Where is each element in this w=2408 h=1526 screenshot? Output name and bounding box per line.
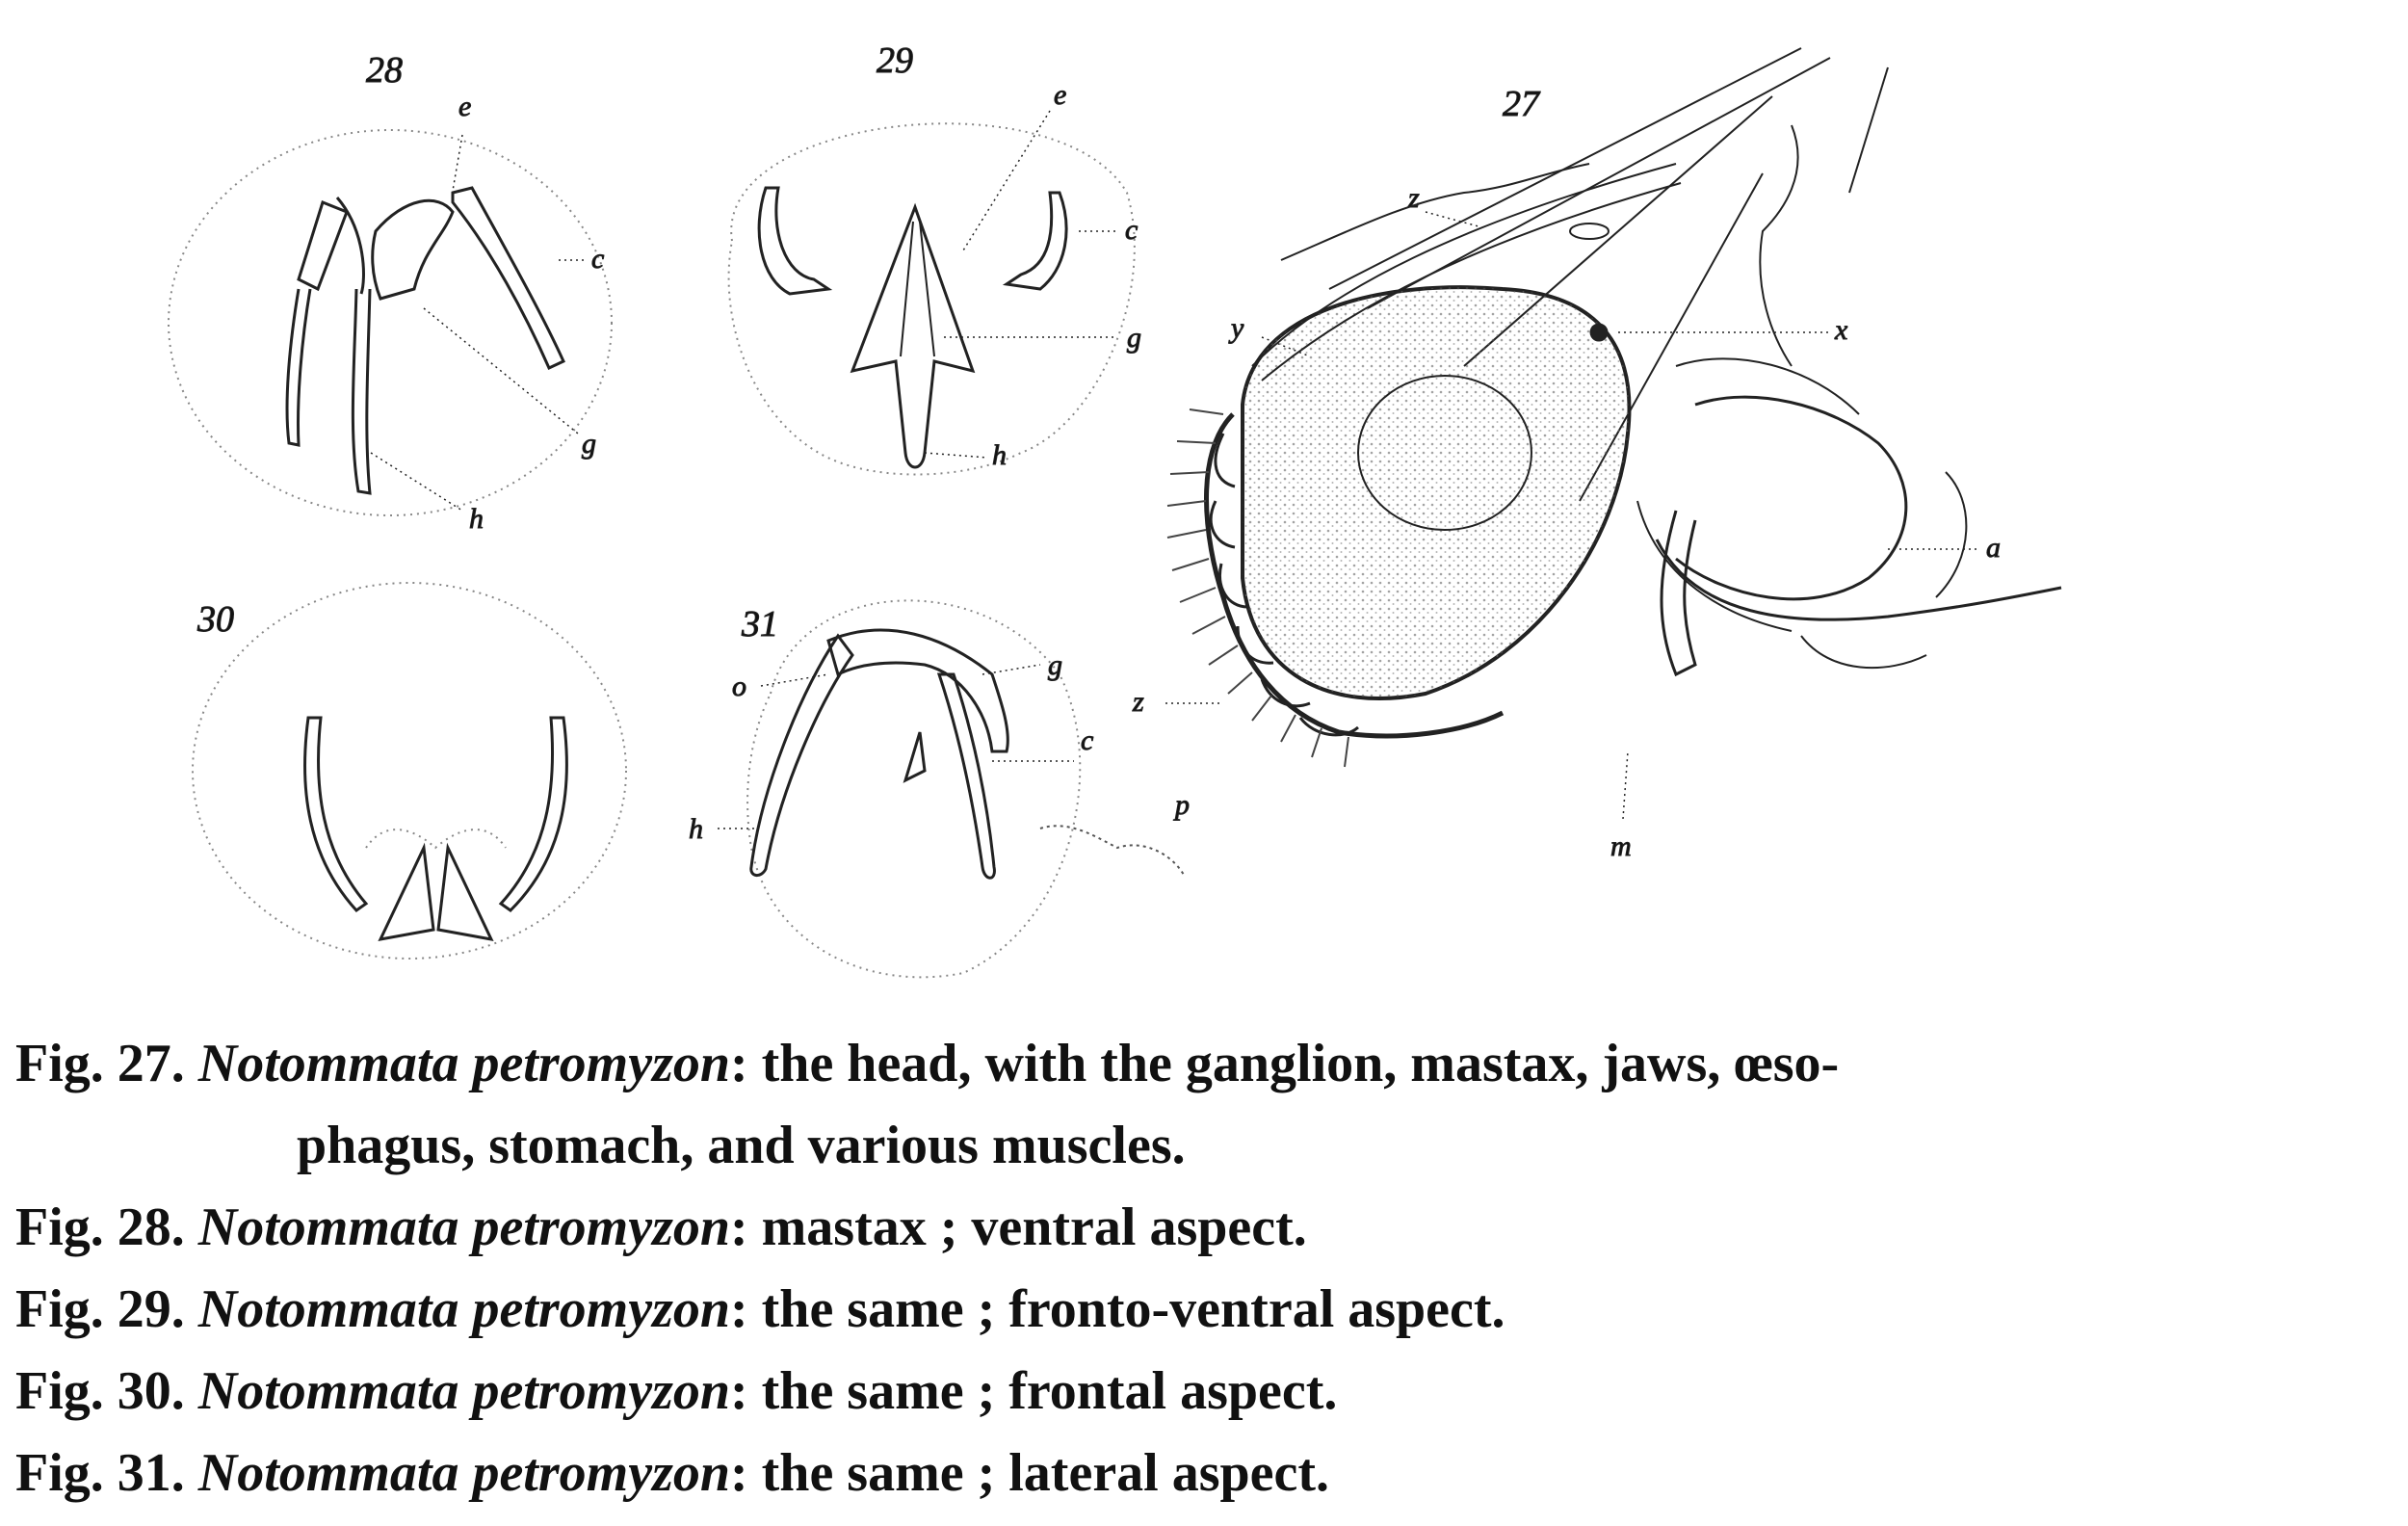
label-m: m [1610, 830, 1632, 862]
caption-separator: : [730, 1034, 748, 1093]
caption-text: the same ; fronto-ventral aspect. [761, 1279, 1505, 1339]
caption-number: Fig. 30. [15, 1361, 185, 1421]
caption-number: Fig. 27. [15, 1034, 185, 1093]
oesophagus [1657, 539, 2061, 619]
label-g: g [582, 428, 596, 460]
caption-text: the head, with the ganglion, mastax, jaws, œso- [761, 1034, 1840, 1093]
figure-29 [729, 40, 1141, 475]
caption-text: the same ; frontal aspect. [761, 1361, 1338, 1421]
caption-species: Notommata petromyzon [197, 1443, 730, 1503]
label-o: o [732, 671, 746, 702]
caption-fig-30 [15, 1351, 2395, 1433]
caption-fig-31 [15, 1433, 2395, 1514]
label-c: c [591, 243, 605, 275]
ramus-right [438, 848, 491, 939]
ramus-left [380, 848, 433, 939]
label-y: y [1231, 312, 1244, 344]
label-g: g [1048, 649, 1062, 681]
caption-species: Notommata petromyzon [197, 1279, 730, 1339]
figure-30 [193, 583, 626, 959]
ramus [939, 674, 994, 878]
figure-28 [169, 50, 612, 535]
label-x: x [1835, 314, 1848, 346]
uncus [373, 200, 453, 299]
ramus-left [299, 202, 347, 289]
label-e: e [1054, 79, 1067, 111]
mastax-outline [193, 583, 626, 959]
caption-fig-28 [15, 1187, 2395, 1269]
label-z-top: z [1408, 182, 1420, 214]
jaw [1662, 511, 1695, 674]
caption-fig-29 [15, 1269, 2395, 1351]
figure-number-28: 28 [366, 50, 403, 91]
label-h: h [992, 439, 1007, 471]
figure-number-30: 30 [197, 599, 234, 640]
caption-text: phagus, stomach, and various muscles. [297, 1116, 1186, 1175]
figure-number-31: 31 [742, 604, 778, 645]
label-p: p [1175, 789, 1190, 821]
manubrium-right [1007, 193, 1066, 289]
figure-27 [1132, 48, 2061, 862]
eye-x [1590, 324, 1608, 341]
caption-separator: : [730, 1361, 748, 1421]
incus [852, 207, 973, 467]
manubrium-left [287, 289, 310, 445]
stomach [1676, 397, 1906, 599]
label-h: h [689, 813, 703, 845]
label-h: h [469, 503, 484, 535]
fulcrum [353, 289, 370, 493]
figure-number-27: 27 [1503, 84, 1539, 124]
figure-captions [15, 1023, 2395, 1514]
caption-separator: : [730, 1197, 748, 1257]
caption-fig-27-continuation [15, 1105, 2395, 1187]
label-c: c [1125, 214, 1139, 246]
caption-text: mastax ; ventral aspect. [761, 1197, 1307, 1257]
caption-species: Notommata petromyzon [197, 1034, 730, 1093]
figure-31 [689, 600, 1190, 977]
manubrium-left [305, 718, 366, 910]
label-a: a [1986, 532, 2001, 564]
label-z-low: z [1133, 686, 1144, 718]
label-c: c [1081, 724, 1094, 756]
caption-separator: : [730, 1443, 748, 1503]
caption-number: Fig. 29. [15, 1279, 185, 1339]
figure-number-29: 29 [877, 40, 913, 81]
caption-fig-27 [15, 1023, 2395, 1105]
mastax-outline [747, 600, 1080, 977]
eyespot [1570, 224, 1609, 239]
caption-species: Notommata petromyzon [197, 1361, 730, 1421]
manubrium-left [759, 188, 828, 294]
label-e: e [458, 91, 472, 122]
caption-number: Fig. 31. [15, 1443, 185, 1503]
caption-number: Fig. 28. [15, 1197, 185, 1257]
manubrium-right [501, 718, 566, 910]
manubrium-right [453, 188, 563, 368]
caption-separator: : [730, 1279, 748, 1339]
label-g: g [1127, 322, 1141, 354]
caption-text: the same ; lateral aspect. [761, 1443, 1330, 1503]
mastax-outline [729, 123, 1135, 474]
caption-species: Notommata petromyzon [197, 1197, 730, 1257]
